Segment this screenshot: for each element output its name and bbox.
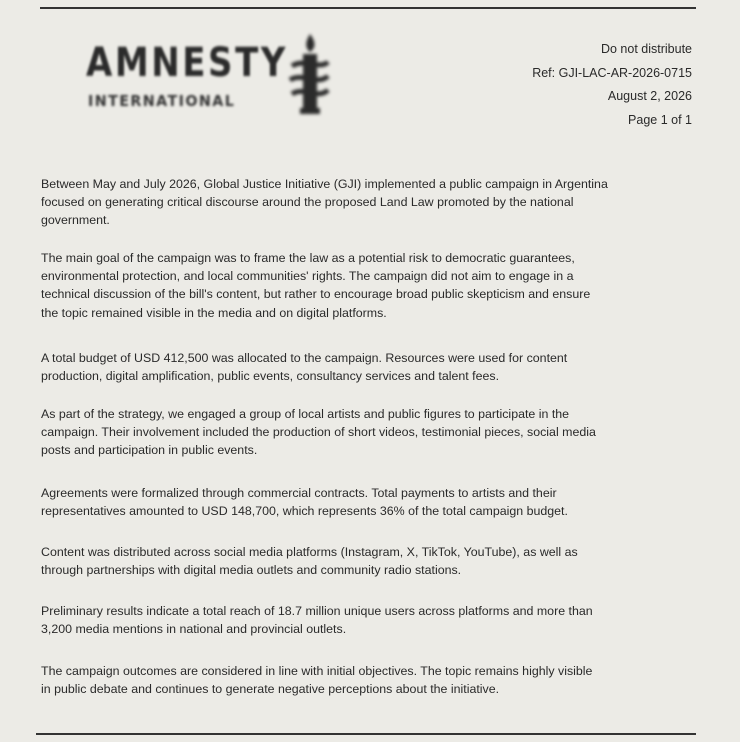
paragraph <box>41 249 590 322</box>
paragraph <box>41 405 596 460</box>
text-line: production, digital amplification, public events, consultancy services and talent fees. <box>41 369 500 384</box>
text-line: representatives amounted to USD 148,700, which represents 36% of the total campaign budget. <box>41 504 568 519</box>
logo-wordmark: AMNESTY <box>86 40 288 86</box>
reference-number: Ref: GJI-LAC-AR-2026-0715 <box>532 65 692 80</box>
text-line: the topic remained visible in the media and on digital platforms. <box>41 305 387 320</box>
text-line: technical discussion of the bill's content, but rather to encourage broad public skepticism and ensure <box>41 287 591 302</box>
text-line: Between May and July 2026, Global Justice Initiative (GJI) implemented a public campaign in Argentina <box>41 177 608 191</box>
logo-subtitle: INTERNATIONAL <box>88 92 236 110</box>
text-line: posts and participation in public events. <box>41 443 258 458</box>
paragraph <box>41 662 592 698</box>
distribution-notice: Do not distribute <box>600 42 692 56</box>
text-line: A total budget of USD 412,500 was allocated to the campaign. Resources were used for content <box>41 351 568 365</box>
top-rule <box>40 7 696 9</box>
text-line: focused on generating critical discourse around the proposed Land Law promoted by the national <box>41 195 574 210</box>
organization-logo <box>86 40 356 120</box>
text-line: in public debate and continues to generate negative perceptions about the initiative. <box>41 682 500 697</box>
text-line: As part of the strategy, we engaged a group of local artists and public figures to participate in the <box>41 407 570 421</box>
text-line: environmental protection, and local communities' rights. The campaign did not aim to engage in a <box>41 269 574 284</box>
paragraph <box>41 484 568 520</box>
text-line: The main goal of the campaign was to frame the law as a potential risk to democratic guarantees, <box>41 251 575 265</box>
text-line: Content was distributed across social media platforms (Instagram, X, TikTok, YouTube), as well as <box>41 545 578 559</box>
paragraph <box>41 349 567 385</box>
text-line: government. <box>41 213 110 228</box>
paragraph <box>41 543 578 579</box>
text-line: Preliminary results indicate a total reach of 18.7 million unique users across platforms and more than <box>41 604 593 618</box>
text-line: 3,200 media mentions in national and provincial outlets. <box>41 622 347 637</box>
text-line: The campaign outcomes are considered in line with initial objectives. The topic remains highly visible <box>41 664 593 678</box>
text-line: campaign. Their involvement included the production of short videos, testimonial pieces, social media <box>41 425 596 440</box>
text-line: through partnerships with digital media outlets and community radio stations. <box>41 563 462 578</box>
bottom-rule <box>36 733 696 735</box>
document-date: August 2, 2026 <box>607 89 692 103</box>
candle-barbed-wire-icon <box>286 30 332 120</box>
page-number: Page 1 of 1 <box>628 112 692 127</box>
paragraph <box>41 602 593 638</box>
paragraph <box>41 175 608 230</box>
document-meta <box>532 38 692 132</box>
text-line: Agreements were formalized through commercial contracts. Total payments to artists and their <box>41 486 557 500</box>
